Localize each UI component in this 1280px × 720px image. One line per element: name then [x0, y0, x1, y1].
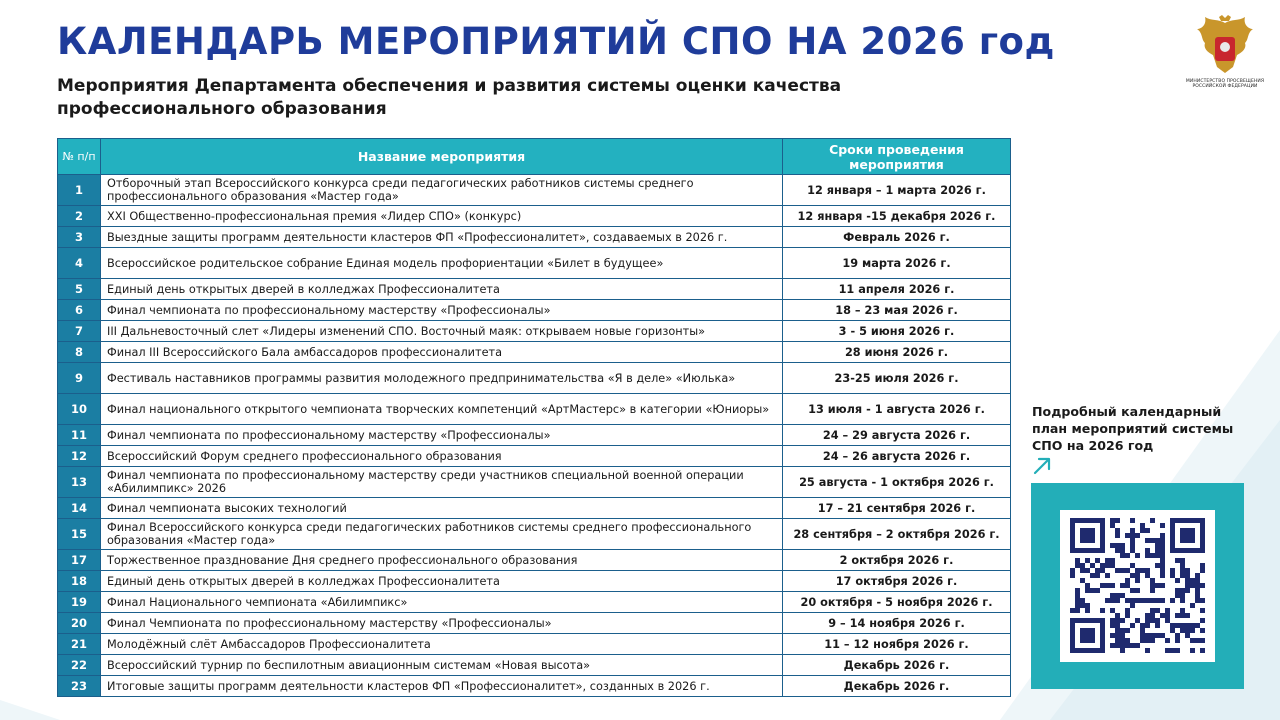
event-date: 24 – 29 августа 2026 г. — [783, 425, 1011, 446]
qr-code-icon[interactable] — [1070, 518, 1205, 653]
row-number: 7 — [58, 321, 101, 342]
table-row — [58, 206, 1011, 227]
table-row — [58, 613, 1011, 634]
event-name: Всероссийское родительское собрание Единая модель профориентации «Билет в будущее» — [101, 248, 783, 279]
page-subtitle: Мероприятия Департамента обеспечения и развития системы оценки качества профессионального образования — [57, 76, 842, 119]
row-number: 22 — [58, 655, 101, 676]
table-row — [58, 519, 1011, 550]
page-title: КАЛЕНДАРЬ МЕРОПРИЯТИЙ СПО НА 2026 год — [57, 20, 1055, 63]
event-date: 20 октября - 5 ноября 2026 г. — [783, 592, 1011, 613]
event-name: Итоговые защиты программ деятельности кластеров ФП «Профессионалитет», созданных в 2026 г. — [101, 676, 783, 697]
event-name: Финал чемпионата по профессиональному мастерству «Профессионалы» — [101, 425, 783, 446]
table-row — [58, 655, 1011, 676]
event-name: Единый день открытых дверей в колледжах Профессионалитета — [101, 279, 783, 300]
table-row — [58, 227, 1011, 248]
event-date: 24 – 26 августа 2026 г. — [783, 446, 1011, 467]
event-date: 17 – 21 сентября 2026 г. — [783, 498, 1011, 519]
row-number: 3 — [58, 227, 101, 248]
event-name: Молодёжный слёт Амбассадоров Профессионалитета — [101, 634, 783, 655]
double-headed-eagle-icon — [1195, 15, 1255, 77]
row-number: 23 — [58, 676, 101, 697]
row-number: 11 — [58, 425, 101, 446]
event-date: Декабрь 2026 г. — [783, 676, 1011, 697]
event-name: Финал Чемпионата по профессиональному мастерству «Профессионалы» — [101, 613, 783, 634]
table-header-row — [58, 139, 1011, 175]
table-row — [58, 300, 1011, 321]
row-number: 12 — [58, 446, 101, 467]
event-name: Финал национального открытого чемпионата творческих компетенций «АртМастерс» в категории «Юниоры» — [101, 394, 783, 425]
row-number: 1 — [58, 175, 101, 206]
table-row — [58, 676, 1011, 697]
column-header-num: № п/п — [58, 139, 101, 175]
event-date: 2 октября 2026 г. — [783, 550, 1011, 571]
emblem-caption: МИНИСТЕРСТВО ПРОСВЕЩЕНИЯ РОССИЙСКОЙ ФЕДЕРАЦИИ — [1185, 79, 1265, 89]
event-name: Финал чемпионата по профессиональному мастерству среди участников специальной военной операции «Абилимпикс» 2026 — [101, 467, 783, 498]
table-row — [58, 175, 1011, 206]
event-date: 13 июля - 1 августа 2026 г. — [783, 394, 1011, 425]
table-row — [58, 592, 1011, 613]
event-name: Финал Всероссийского конкурса среди педагогических работников системы среднего профессионального образования «Мастер года» — [101, 519, 783, 550]
row-number: 10 — [58, 394, 101, 425]
column-header-name: Название мероприятия — [101, 139, 783, 175]
qr-caption: Подробный календарный план мероприятий системы СПО на 2026 год — [1032, 404, 1234, 453]
event-date: 12 января – 1 марта 2026 г. — [783, 175, 1011, 206]
table-row — [58, 498, 1011, 519]
table-row — [58, 248, 1011, 279]
row-number: 18 — [58, 571, 101, 592]
event-name: Финал Национального чемпионата «Абилимпикс» — [101, 592, 783, 613]
event-date: 28 сентября – 2 октября 2026 г. — [783, 519, 1011, 550]
event-name: Торжественное празднование Дня среднего профессионального образования — [101, 550, 783, 571]
row-number: 5 — [58, 279, 101, 300]
row-number: 8 — [58, 342, 101, 363]
table-row — [58, 571, 1011, 592]
qr-code-container[interactable] — [1060, 510, 1215, 662]
table-row — [58, 342, 1011, 363]
row-number: 14 — [58, 498, 101, 519]
row-number: 2 — [58, 206, 101, 227]
event-date: 17 октября 2026 г. — [783, 571, 1011, 592]
event-name: Всероссийский турнир по беспилотным авиационным системам «Новая высота» — [101, 655, 783, 676]
event-date: 19 марта 2026 г. — [783, 248, 1011, 279]
event-name: Выездные защиты программ деятельности кластеров ФП «Профессионалитет», создаваемых в 2026 г. — [101, 227, 783, 248]
ministry-emblem — [1178, 15, 1272, 105]
row-number: 21 — [58, 634, 101, 655]
event-date: Декабрь 2026 г. — [783, 655, 1011, 676]
event-name: III Дальневосточный слет «Лидеры изменений СПО. Восточный маяк: открываем новые горизонты» — [101, 321, 783, 342]
row-number: 4 — [58, 248, 101, 279]
event-name: Финал III Всероссийского Бала амбассадоров профессионалитета — [101, 342, 783, 363]
table-body — [58, 175, 1011, 697]
event-date: 18 – 23 мая 2026 г. — [783, 300, 1011, 321]
column-header-date: Сроки проведения мероприятия — [783, 139, 1011, 175]
row-number: 20 — [58, 613, 101, 634]
event-date: 9 – 14 ноября 2026 г. — [783, 613, 1011, 634]
event-date: 11 апреля 2026 г. — [783, 279, 1011, 300]
event-name: XXI Общественно-профессиональная премия «Лидер СПО» (конкурс) — [101, 206, 783, 227]
qr-code-frame — [1031, 483, 1244, 689]
table-row — [58, 467, 1011, 498]
event-name: Отборочный этап Всероссийского конкурса среди педагогических работников системы среднего профессионального образования «Мастер года» — [101, 175, 783, 206]
row-number: 13 — [58, 467, 101, 498]
table-row — [58, 279, 1011, 300]
event-name: Всероссийский Форум среднего профессионального образования — [101, 446, 783, 467]
row-number: 6 — [58, 300, 101, 321]
event-date: 23-25 июля 2026 г. — [783, 363, 1011, 394]
arrow-up-right-icon — [1031, 455, 1053, 477]
table-row — [58, 634, 1011, 655]
event-date: 25 августа - 1 октября 2026 г. — [783, 467, 1011, 498]
table-row — [58, 446, 1011, 467]
table-row — [58, 321, 1011, 342]
event-date: Февраль 2026 г. — [783, 227, 1011, 248]
event-name: Единый день открытых дверей в колледжах Профессионалитета — [101, 571, 783, 592]
event-date: 28 июня 2026 г. — [783, 342, 1011, 363]
event-name: Финал чемпионата высоких технологий — [101, 498, 783, 519]
row-number: 9 — [58, 363, 101, 394]
row-number: 19 — [58, 592, 101, 613]
table-row — [58, 425, 1011, 446]
event-name: Финал чемпионата по профессиональному мастерству «Профессионалы» — [101, 300, 783, 321]
table-row — [58, 550, 1011, 571]
event-date: 3 - 5 июня 2026 г. — [783, 321, 1011, 342]
table-row — [58, 394, 1011, 425]
row-number: 15 — [58, 519, 101, 550]
row-number: 17 — [58, 550, 101, 571]
event-date: 12 января -15 декабря 2026 г. — [783, 206, 1011, 227]
event-name: Фестиваль наставников программы развития молодежного предпринимательства «Я в деле» «Июлька» — [101, 363, 783, 394]
event-date: 11 – 12 ноября 2026 г. — [783, 634, 1011, 655]
table-row — [58, 363, 1011, 394]
events-table — [57, 138, 1011, 697]
